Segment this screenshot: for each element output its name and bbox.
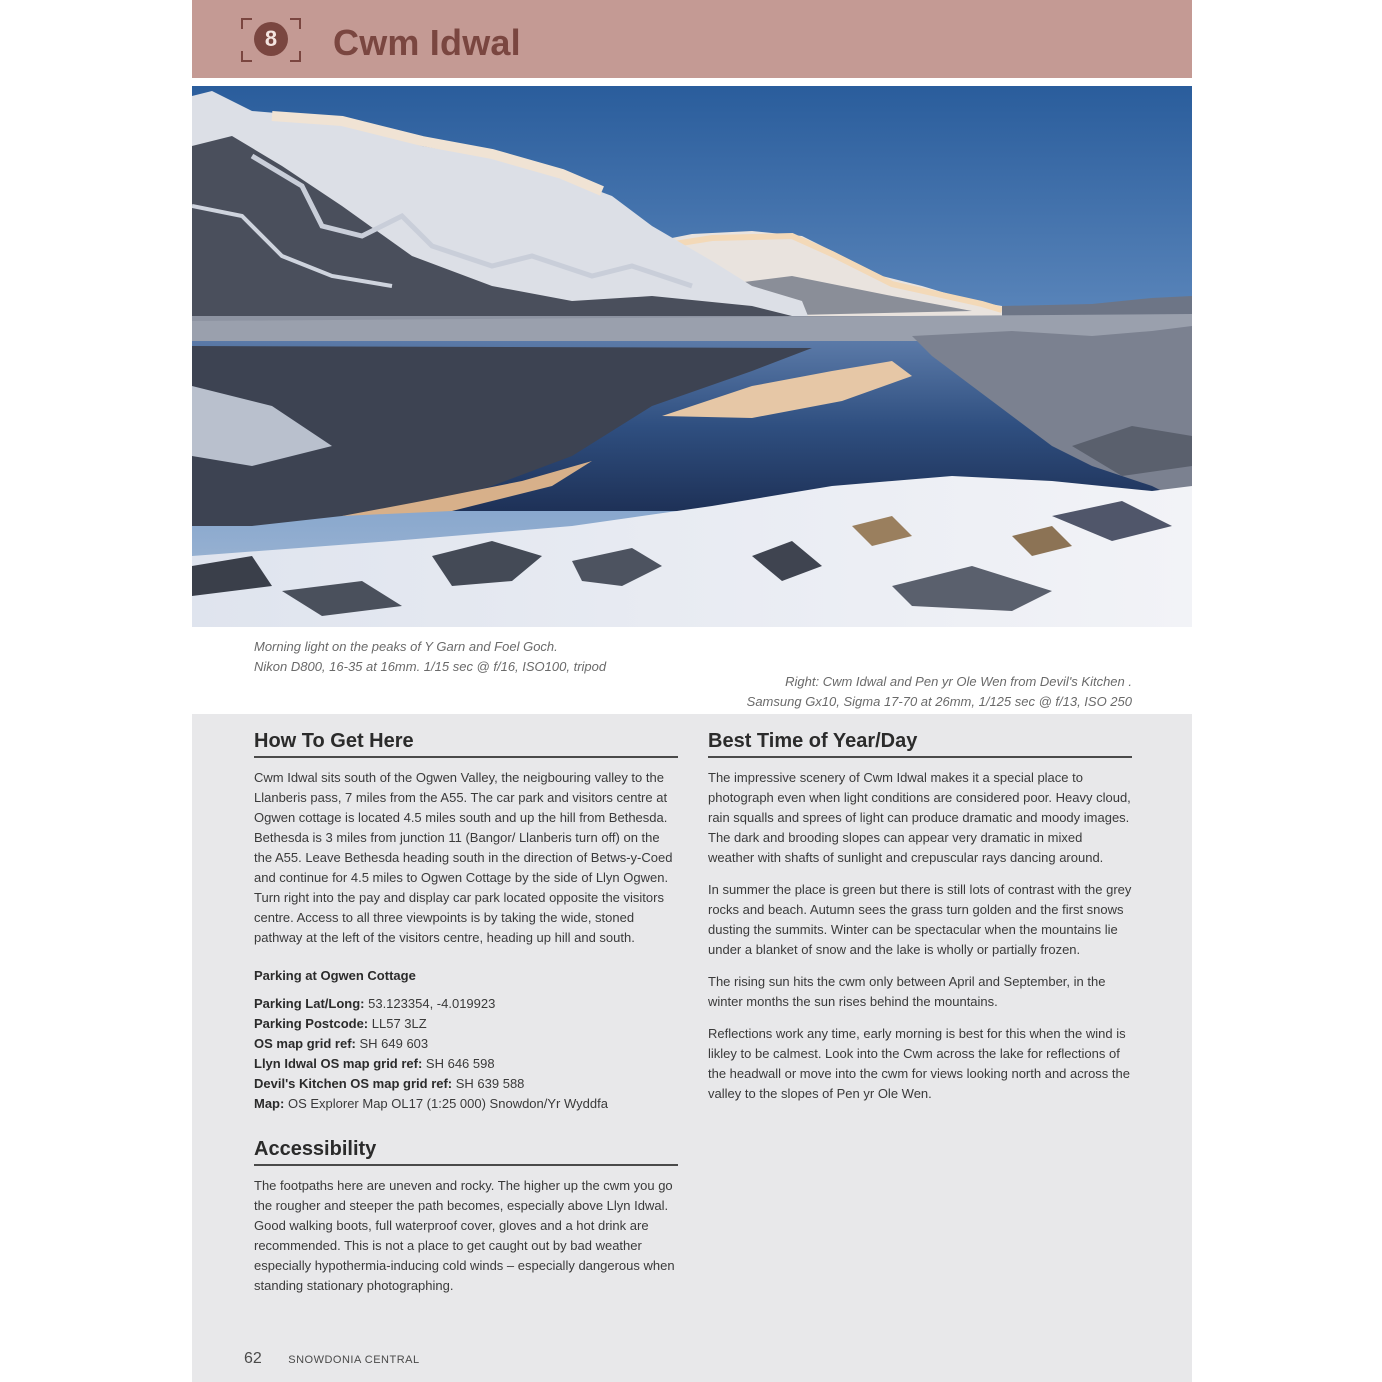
- header-divider: [192, 78, 1192, 86]
- fact-devils-kitchen-grid-ref: [254, 1074, 678, 1094]
- parking-heading: Parking at Ogwen Cottage: [254, 968, 416, 983]
- caption-text: Morning light on the peaks of Y Garn and Foel Goch.: [254, 639, 558, 654]
- fact-label: Parking Lat/Long:: [254, 996, 365, 1011]
- left-column: [254, 728, 678, 1308]
- fact-map: [254, 1094, 678, 1114]
- page-number: 62: [244, 1350, 262, 1367]
- fact-os-grid-ref: [254, 1034, 678, 1054]
- caption-right-exif: Samsung Gx10, Sigma 17-70 at 26mm, 1/125 sec @ f/13, ISO 250: [746, 694, 1132, 709]
- location-number-badge: [240, 17, 302, 63]
- fact-label: Llyn Idwal OS map grid ref:: [254, 1056, 423, 1071]
- fact-lat-long: [254, 994, 678, 1014]
- photo-caption: [254, 637, 606, 677]
- how-to-get-here-heading: How To Get Here: [254, 728, 678, 758]
- location-number: 8: [254, 22, 288, 56]
- accessibility-text: The footpaths here are uneven and rocky. The higher up the cwm you go the rougher and steeper the path becomes, especially above Llyn Idwal. Good walking boots, full waterproof cover, gloves and a hot drink are recommended. This is not a place to get caught out by bad weather especially hypothermia-inducing cold winds – especially dangerous when standing stationary photographing.: [254, 1178, 675, 1293]
- guidebook-page: [192, 0, 1192, 1382]
- how-to-get-here-text: Cwm Idwal sits south of the Ogwen Valley, the neigbouring valley to the Llanberis pass, 7 miles from the A55. The car park and visitors centre at Ogwen cottage is located 4.5 miles south and up the hill from Bethesda. Bethesda is 3 miles from junction 11 (Bangor/ Llanberis turn off) on the the A55. Leave Bethesda heading south in the direction of Betws-y-Coed and continue for 4.5 miles to Ogwen Cottage by the side of Llyn Ogwen. Turn right into the pay and display car park located opposite the visitors centre. Access to all three viewpoints is by taking the wide, stoned pathway at the left of the visitors centre, heading up hill and south.: [254, 770, 673, 945]
- best-time-heading: Best Time of Year/Day: [708, 728, 1132, 758]
- fact-label: Devil's Kitchen OS map grid ref:: [254, 1076, 453, 1091]
- right-column: [708, 728, 1132, 1116]
- best-time-paragraph: Reflections work any time, early morning is best for this when the wind is likley to be calmest. Look into the Cwm across the lake for reflections of the headwall or move into the cwm for views looking north and across the valley to the slopes of Pen yr Ole Wen.: [708, 1026, 1130, 1101]
- best-time-paragraph: The impressive scenery of Cwm Idwal makes it a special place to photograph even when light conditions are considered poor. Heavy cloud, rain squalls and sprees of light can produce dramatic and moody images. The dark and brooding slopes can appear very dramatic in mixed weather with shafts of sunlight and crepuscular rays dancing around.: [708, 770, 1131, 865]
- fact-value: LL57 3LZ: [368, 1016, 427, 1031]
- photo-caption-right: [747, 672, 1132, 712]
- fact-llyn-idwal-grid-ref: [254, 1054, 678, 1074]
- fact-label: Map:: [254, 1096, 285, 1111]
- page-header: [192, 0, 1192, 78]
- fact-label: Parking Postcode:: [254, 1016, 369, 1031]
- section-name: SNOWDONIA CENTRAL: [288, 1354, 420, 1366]
- fact-value: SH 639 588: [452, 1076, 525, 1091]
- parking-facts: [254, 994, 678, 1114]
- fact-postcode: [254, 1014, 678, 1034]
- page-title: Cwm Idwal: [333, 22, 521, 63]
- fact-value: SH 646 598: [422, 1056, 495, 1071]
- fact-label: OS map grid ref:: [254, 1036, 356, 1051]
- fact-value: OS Explorer Map OL17 (1:25 000) Snowdon/Yr Wyddfa: [284, 1096, 608, 1111]
- caption-exif: Nikon D800, 16-35 at 16mm. 1/15 sec @ f/16, ISO100, tripod: [254, 659, 607, 674]
- best-time-paragraph: In summer the place is green but there is still lots of contrast with the grey rocks and beach. Autumn sees the grass turn golden and the first snows dusting the summits. Winter can be spectacular when the mountains lie under a blanket of snow and the lake is wholly or partially frozen.: [708, 882, 1132, 957]
- fact-value: SH 649 603: [355, 1036, 429, 1051]
- best-time-paragraph: The rising sun hits the cwm only between April and September, in the winter months the sun rises behind the mountains.: [708, 974, 1106, 1009]
- accessibility-heading: Accessibility: [254, 1136, 678, 1166]
- caption-right-text: Right: Cwm Idwal and Pen yr Ole Wen from Devil's Kitchen .: [785, 674, 1132, 689]
- landscape-photo: [192, 86, 1192, 627]
- fact-value: 53.123354, -4.019923: [364, 996, 496, 1011]
- page-footer: [244, 1350, 420, 1368]
- accessibility-section: [254, 1136, 678, 1296]
